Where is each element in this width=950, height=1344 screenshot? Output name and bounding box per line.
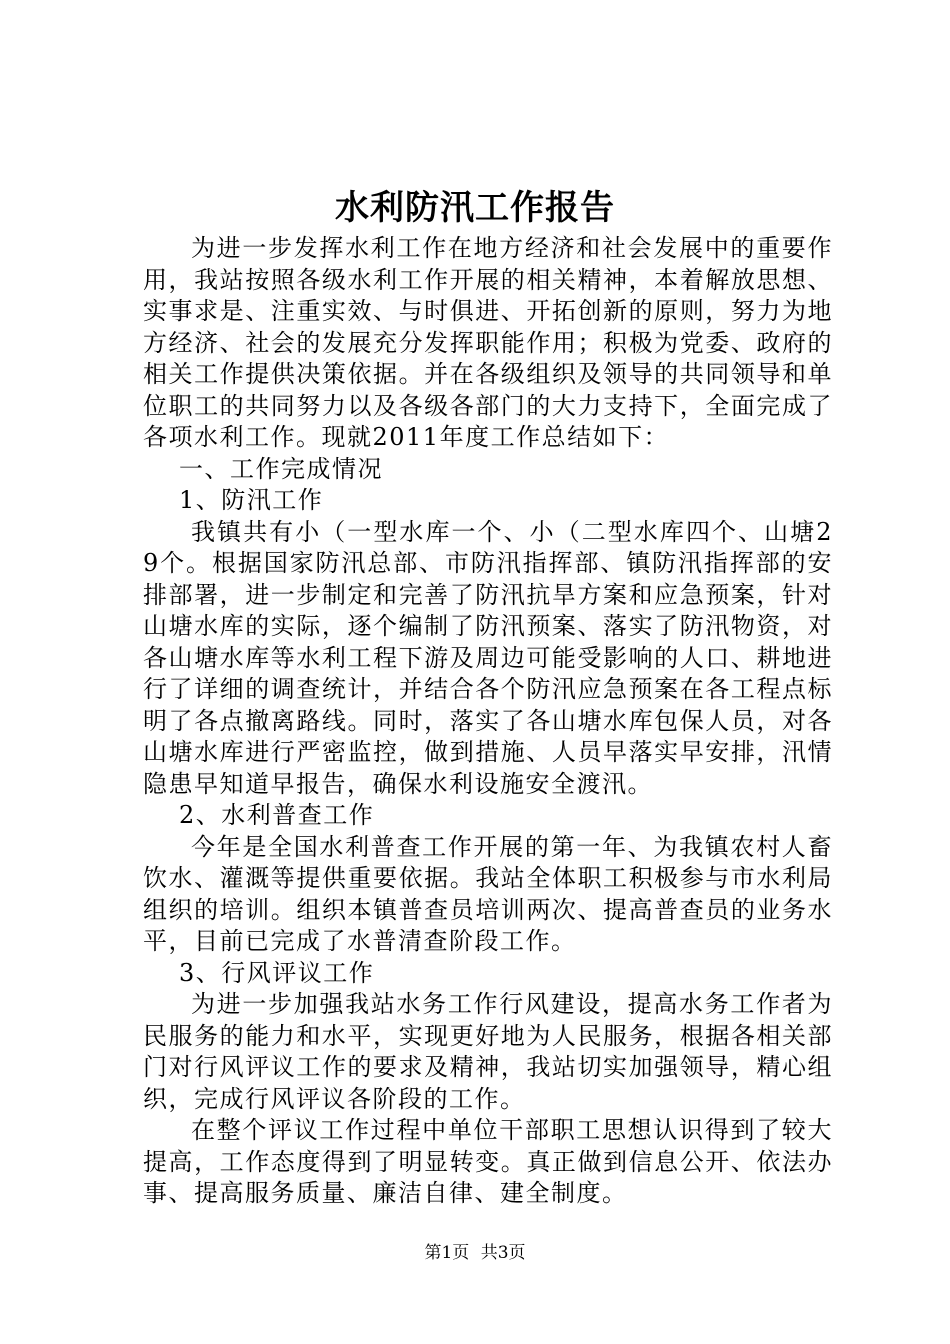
document-title: 水利防汛工作报告 <box>335 188 615 228</box>
document-body <box>143 233 833 1210</box>
subsection-heading-water-census: 2、水利普查工作 <box>179 801 375 829</box>
section-heading-work-status: 一、工作完成情况 <box>179 454 383 483</box>
page-footer <box>0 1241 950 1265</box>
intro-paragraph: 为进一步发挥水利工作在地方经济和社会发展中的重要作用，我站按照各级水利工作开展的相关精神，本着解放思想、实事求是、注重实效、与时俱进、开拓创新的原则，努力为地方经济、社会的发展充分发挥职能作用；积极为党委、政府的相关工作提供决策依据。并在各级组织及领导的共同领导和单位职工的共同努力以及各级各部门的大力支持下，全面完成了各项水利工作。现就2011年度工作总结如下： <box>143 234 833 451</box>
page-total: 共3页 <box>480 1243 526 1263</box>
subsection-heading-flood-control: 1、防汛工作 <box>179 486 324 514</box>
page-number: 第1页 <box>424 1243 470 1263</box>
conduct-review-paragraph: 为进一步加强我站水务工作行风建设，提高水务工作者为民服务的能力和水平，实现更好地为人民服务，根据各相关部门对行风评议工作的要求及精神，我站切实加强领导，精心组织，完成行风评议各阶段的工作。 <box>143 990 833 1113</box>
flood-control-paragraph: 我镇共有小（一型水库一个、小（二型水库四个、山塘29个。根据国家防汛总部、市防汛指挥部、镇防汛指挥部的安排部署，进一步制定和完善了防汛抗旱方案和应急预案，针对山塘水库的实际，逐个编制了防汛预案、落实了防汛物资，对各山塘水库等水利工程下游及周边可能受影响的人口、耕地进行了详细的调查统计，并结合各个防汛应急预案在各工程点标明了各点撤离路线。同时，落实了各山塘水库包保人员，对各山塘水库进行严密监控，做到措施、人员早落实早安排，汛情隐患早知道早报告，确保水利设施安全渡汛。 <box>143 517 833 798</box>
subsection-heading-conduct-review: 3、行风评议工作 <box>179 958 375 987</box>
review-outcome-paragraph: 在整个评议工作过程中单位干部职工思想认识得到了较大提高，工作态度得到了明显转变。真正做到信息公开、依法办事、提高服务质量、廉洁自律、建全制度。 <box>143 1116 833 1207</box>
water-census-paragraph: 今年是全国水利普查工作开展的第一年、为我镇农村人畜饮水、灌溉等提供重要依据。我站全体职工积极参与市水利局组织的培训。组织本镇普查员培训两次、提高普查员的业务水平，目前已完成了水普清查阶段工作。 <box>143 832 833 955</box>
